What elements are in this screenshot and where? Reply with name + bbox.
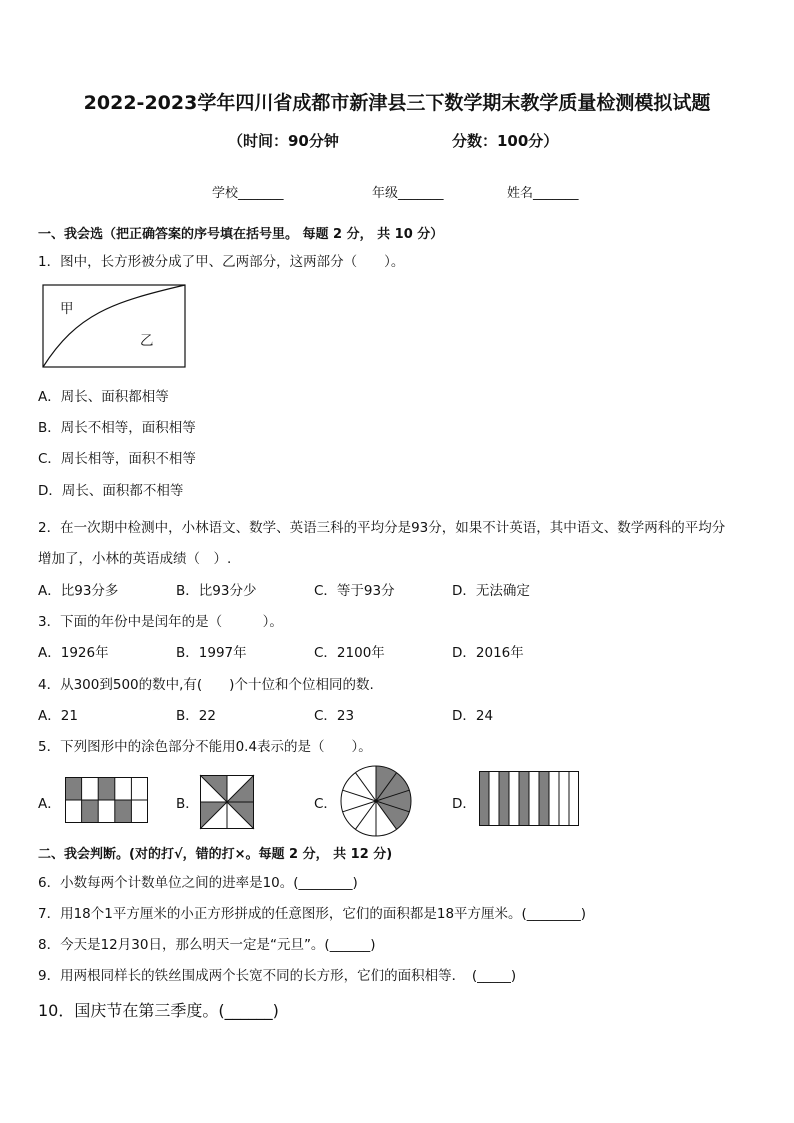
q2-text-line1: 2．在一次期中检测中，小林语文、数学、英语三科的平均分是93分，如果不计英语，其中语文、数学两科的平均分 — [38, 520, 726, 536]
school-field: 学校_______ — [212, 186, 284, 201]
q2-option-b: B．比93分少 — [176, 583, 257, 599]
judge-item-8: 8．今天是12月30日，那么明天一定是“元旦”。(______) — [38, 937, 376, 953]
q5-label-c: C． — [314, 796, 337, 812]
q4-text: 4．从300到500的数中,有( )个十位和个位相同的数. — [38, 677, 374, 693]
q5-figure-b-square — [200, 775, 254, 829]
q2-option-d: D．无法确定 — [452, 583, 530, 599]
grade-field: 年级_______ — [372, 186, 444, 201]
q4-option-c: C．23 — [314, 708, 355, 724]
q4-option-b: B．22 — [176, 708, 216, 724]
name-field: 姓名_______ — [507, 186, 579, 201]
q3-option-b: B．1997年 — [176, 645, 247, 661]
q1-label-yi: 乙 — [140, 333, 154, 349]
q4-option-a: A．21 — [38, 708, 78, 724]
score-info: 分数：100分） — [452, 132, 559, 150]
judge-item-9: 9．用两根同样长的铁丝围成两个长宽不同的长方形，它们的面积相等． (_____) — [38, 968, 517, 984]
q1-text: 1．图中，长方形被分成了甲、乙两部分，这两部分（ ）。 — [38, 254, 405, 270]
q2-text-line2: 增加了，小林的英语成绩（ ）. — [38, 551, 232, 567]
q5-label-d: D． — [452, 796, 476, 812]
q5-figure-a-grid — [65, 777, 149, 823]
q4-option-d: D．24 — [452, 708, 494, 724]
q5-figure-c-circle — [340, 765, 412, 837]
q1-option-c: C．周长相等，面积不相等 — [38, 451, 196, 467]
q1-option-a: A．周长、面积都相等 — [38, 389, 169, 405]
q1-option-b: B．周长不相等，面积相等 — [38, 420, 196, 436]
judge-item-6: 6．小数每两个计数单位之间的进率是10。(________) — [38, 875, 358, 891]
q2-option-a: A．比93分多 — [38, 583, 119, 599]
q5-text: 5．下列图形中的涂色部分不能用0.4表示的是（ ）。 — [38, 739, 372, 755]
time-info: （时间：90分钟 — [228, 132, 339, 150]
q5-label-b: B． — [176, 796, 199, 812]
q2-option-c: C．等于93分 — [314, 583, 395, 599]
exam-title: 2022-2023学年四川省成都市新津县三下数学期末教学质量检测模拟试题 — [83, 92, 711, 114]
q5-label-a: A． — [38, 796, 61, 812]
section1-heading: 一、我会选（把正确答案的序号填在括号里。 每题 2 分， 共 10 分） — [38, 227, 444, 242]
q5-figure-d-strips — [479, 771, 580, 827]
section2-heading: 二、我会判断。(对的打√，错的打×。每题 2 分， 共 12 分) — [38, 847, 393, 862]
q3-option-d: D．2016年 — [452, 645, 524, 661]
q3-option-c: C．2100年 — [314, 645, 385, 661]
q3-text: 3．下面的年份中是闰年的是（ ）。 — [38, 614, 283, 630]
q1-option-d: D．周长、面积都不相等 — [38, 483, 184, 499]
q3-option-a: A．1926年 — [38, 645, 109, 661]
q1-label-jia: 甲 — [60, 301, 74, 317]
judge-item-7: 7．用18个1平方厘米的小正方形拼成的任意图形，它们的面积都是18平方厘米。(________) — [38, 906, 587, 922]
judge-item-10: 10．国庆节在第三季度。(______) — [38, 1001, 279, 1020]
